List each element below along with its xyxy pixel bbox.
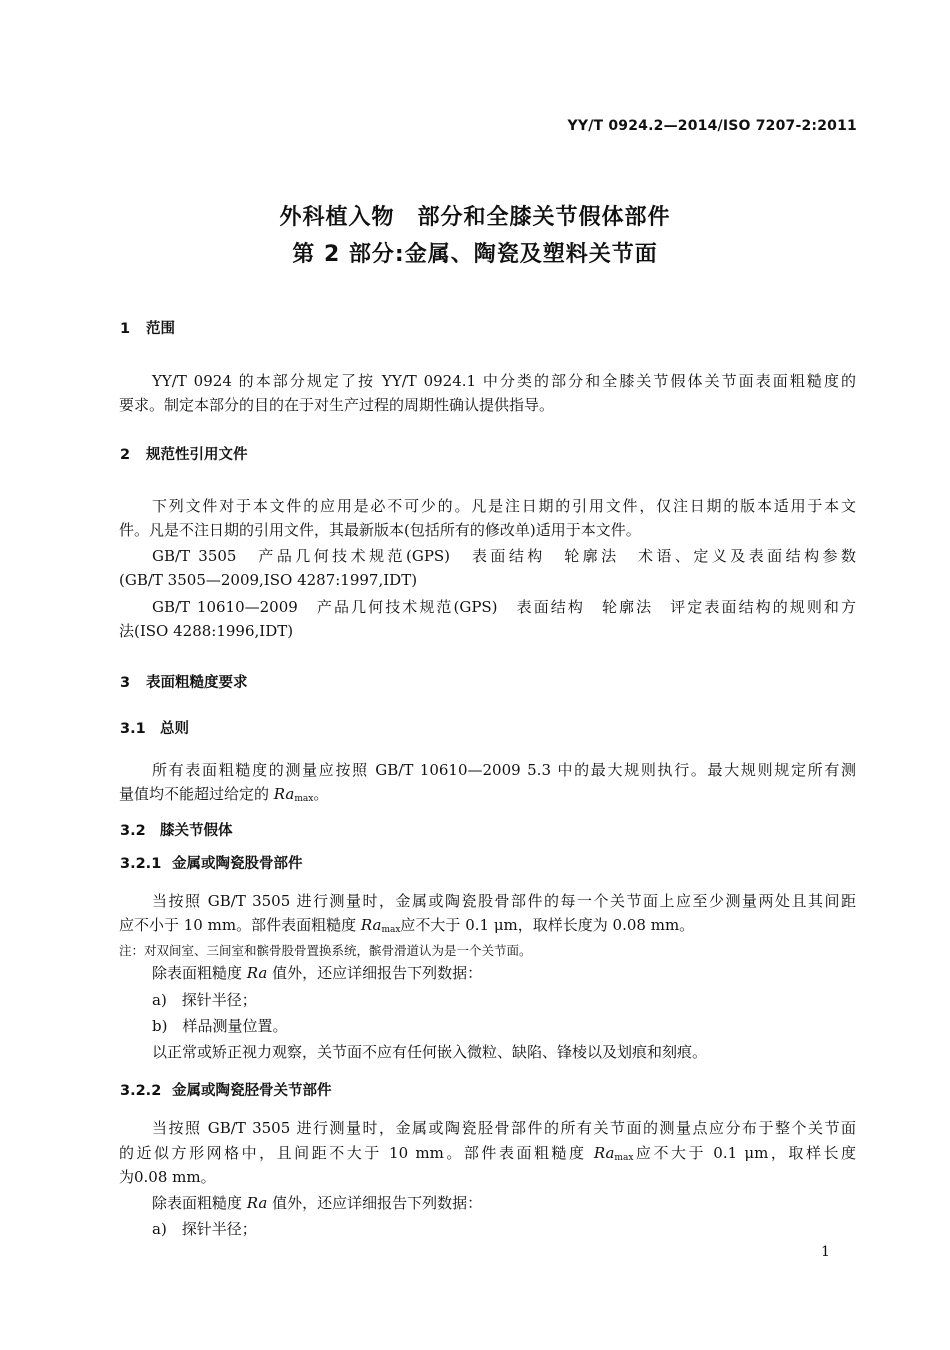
list-item-a: a) 探针半径； (152, 991, 257, 1009)
section-number: 3.2 (120, 823, 146, 839)
section-3-heading (120, 671, 248, 692)
ra-symbol: Ra (593, 1144, 615, 1162)
section-number: 2 (120, 447, 131, 463)
section-3-2-2-heading (120, 1079, 332, 1100)
section-title: 范围 (146, 321, 175, 337)
section-3-2-1-heading (120, 852, 303, 873)
section-2-para-line-2: 件。凡是不注日期的引用文件，其最新版本(包括所有的修改单)适用于本文件。 (119, 521, 641, 539)
list-item-b: b) 样品测量位置。 (152, 1017, 288, 1035)
section-3-2-2-para-line-3: 为0.08 mm。 (119, 1168, 216, 1186)
title-line-1: 外科植入物 部分和全膝关节假体部件 (279, 205, 671, 230)
section-3-2-1-para-line-1: 当按照 GB/T 3505 进行测量时，金属或陶瓷股骨部件的每一个关节面上应至少测量两处且其间距 (152, 892, 856, 910)
reference-1-line-2: (GB/T 3505—2009,ISO 4287:1997,IDT) (119, 571, 418, 589)
section-number: 3.2.1 (120, 856, 162, 872)
section-title: 金属或陶瓷胫骨关节部件 (172, 1083, 332, 1099)
list-item-a-2: a) 探针半径； (152, 1220, 257, 1238)
section-3-2-2-para-line-1: 当按照 GB/T 3505 进行测量时，金属或陶瓷胫骨部件的所有关节面的测量点应分布于整个关节面 (152, 1119, 856, 1137)
ra-symbol: Ra (273, 785, 295, 803)
section-3-2-heading (120, 819, 233, 840)
section-title: 表面粗糙度要求 (146, 675, 248, 691)
section-title: 规范性引用文件 (146, 447, 248, 463)
reference-2-line-2: 法(ISO 4288:1996,IDT) (119, 622, 294, 640)
max-subscript: max (294, 794, 314, 804)
report-intro: 除表面粗糙度 Ra 值外，还应详细报告下列数据： (152, 964, 483, 982)
ra-symbol: Ra (360, 916, 382, 934)
section-3-2-1-para-line-2: 应不小于 10 mm。部件表面粗糙度 $Ra_{max}$应不大于 0.1 μm，取样长度为 0.08 mm。 (119, 916, 695, 935)
section-3-1-heading (120, 717, 189, 738)
reference-2-line-1: GB/T 10610—2009 产品几何技术规范(GPS) 表面结构 轮廓法 评定表面结构的规则和方 (152, 598, 856, 616)
section-2-heading (120, 443, 248, 464)
section-number: 1 (120, 321, 131, 337)
title-line-2: 第 2 部分:金属、陶瓷及塑料关节面 (292, 242, 658, 267)
ra-symbol: Ra (246, 964, 268, 982)
section-1-heading (120, 317, 175, 338)
page-number: 1 (821, 1244, 830, 1260)
visual-inspection-text: 以正常或矫正视力观察，关节面不应有任何嵌入微粒、缺陷、锋棱以及划痕和刻痕。 (152, 1043, 708, 1061)
section-1-para-line-2: 要求。制定本部分的目的在于对生产过程的周期性确认提供指导。 (119, 396, 555, 414)
max-subscript: max (614, 1153, 634, 1163)
section-3-2-2-para-line-2: 的近似方形网格中，且间距不大于 10 mm。部件表面粗糙度 $Ra_{max}$应不大于 0.1 μm，取样长度 (119, 1144, 856, 1163)
ra-symbol: Ra (246, 1194, 268, 1212)
section-1-para-line-1: YY/T 0924 的本部分规定了按 YY/T 0924.1 中分类的部分和全膝关节假体关节面表面粗糙度的 (152, 372, 856, 390)
section-2-para-line-1: 下列文件对于本文件的应用是必不可少的。凡是注日期的引用文件，仅注日期的版本适用于本文 (152, 497, 856, 515)
report-intro-2: 除表面粗糙度 Ra 值外，还应详细报告下列数据： (152, 1194, 483, 1212)
section-number: 3.2.2 (120, 1083, 162, 1099)
section-number: 3.1 (120, 721, 146, 737)
note: 注：对双间室、三间室和髌骨股骨置换系统，髌骨滑道认为是一个关节面。 (119, 943, 532, 958)
reference-1-line-1: GB/T 3505 产品几何技术规范(GPS) 表面结构 轮廓法 术语、定义及表面结构参数 (152, 547, 856, 565)
standard-code: YY/T 0924.2—2014/ISO 7207-2:2011 (567, 118, 857, 134)
max-subscript: max (381, 925, 401, 935)
section-title: 金属或陶瓷股骨部件 (172, 856, 303, 872)
section-3-1-para-line-1: 所有表面粗糙度的测量应按照 GB/T 10610—2009 5.3 中的最大规则执行。最大规则规定所有测 (152, 761, 856, 779)
section-title: 总则 (160, 721, 189, 737)
section-3-1-para-line-2: 量值均不能超过给定的 $Ra_{max}$。 (119, 785, 329, 804)
section-number: 3 (120, 675, 131, 691)
section-title: 膝关节假体 (160, 823, 233, 839)
